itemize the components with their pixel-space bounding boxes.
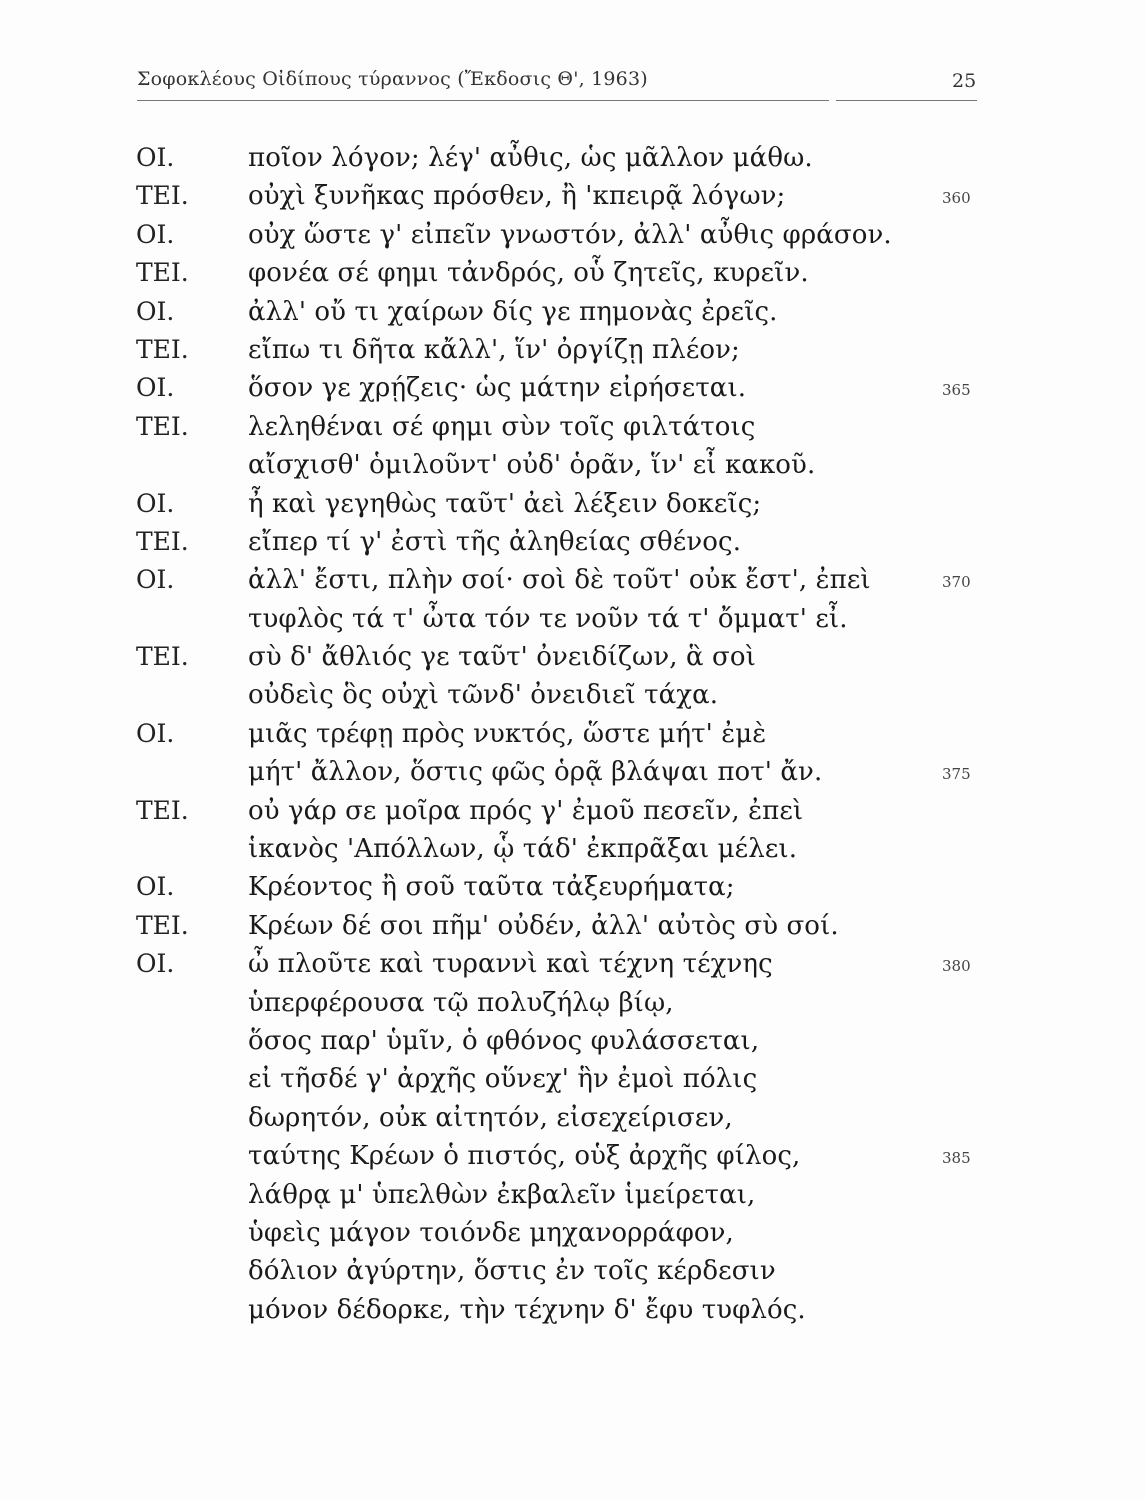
verse-text: σὺ δ' ἄθλιός γε ταῦτ' ὀνειδίζων, ἃ σοὶ [248, 642, 756, 673]
verse-line [0, 565, 1145, 603]
verse-text: τυφλὸς τά τ' ὦτα τόν τε νοῦν τά τ' ὄμματ' εἶ. [248, 603, 848, 634]
verse-line [0, 1180, 1145, 1218]
verse-line [0, 1026, 1145, 1064]
verse-text: μόνον δέδορκε, τὴν τέχνην δ' ἔφυ τυφλός. [248, 1294, 806, 1325]
speaker-label: ΤΕΙ. [136, 181, 189, 211]
verse-line [0, 220, 1145, 258]
verse-line [0, 642, 1145, 680]
verse-text: δωρητόν, οὐκ αἰτητόν, εἰσεχείρισεν, [248, 1102, 733, 1133]
verse-line [0, 1141, 1145, 1179]
verse-text: ποῖον λόγον; λέγ' αὖθις, ὡς μᾶλλον μάθω. [248, 143, 813, 173]
line-number: 385 [942, 1149, 971, 1168]
verse-text: δόλιον ἀγύρτην, ὅστις ἐν τοῖς κέρδεσιν [248, 1256, 776, 1287]
verse-text: οὐχὶ ξυνῆκας πρόσθεν, ἢ 'κπειρᾷ λόγων; [248, 181, 786, 212]
speaker-label: ΟΙ. [136, 949, 175, 979]
speaker-label: ΟΙ. [136, 219, 175, 249]
verse-line [0, 527, 1145, 565]
verse-line [0, 181, 1145, 219]
speaker-label: ΤΕΙ. [136, 910, 189, 940]
verse-text: Κρέοντος ἢ σοῦ ταῦτα τἀξευρήματα; [248, 872, 735, 903]
verse-text: ἦ καὶ γεγηθὼς ταῦτ' ἀεὶ λέξειν δοκεῖς; [248, 488, 762, 519]
verse-line [0, 988, 1145, 1026]
verse-text: οὐδεὶς ὃς οὐχὶ τῶνδ' ὀνειδιεῖ τάχα. [248, 680, 719, 711]
verse-line [0, 297, 1145, 335]
verse-text: οὐ γάρ σε μοῖρα πρός γ' ἐμοῦ πεσεῖν, ἐπεὶ [248, 795, 804, 826]
verse-text: ὅσος παρ' ὑμῖν, ὁ φθόνος φυλάσσεται, [248, 1025, 760, 1056]
verse-line [0, 911, 1145, 949]
verse-text: μιᾶς τρέφῃ πρὸς νυκτός, ὥστε μήτ' ἐμὲ [248, 718, 767, 749]
verse-line [0, 1064, 1145, 1102]
line-number: 360 [942, 189, 971, 208]
verse-text: αἴσχισθ' ὁμιλοῦντ' οὐδ' ὁρᾶν, ἵν' εἶ κακοῦ. [248, 450, 816, 481]
verse-text: οὐχ ὥστε γ' εἰπεῖν γνωστόν, ἀλλ' αὖθις φράσον. [248, 219, 892, 250]
verse-line [0, 373, 1145, 411]
verse-text: εἴπερ τί γ' ἐστὶ τῆς ἀληθείας σθένος. [248, 526, 742, 557]
verse-line [0, 1103, 1145, 1141]
line-number: 365 [942, 381, 971, 400]
verse-line [0, 834, 1145, 872]
speaker-label: ΟΙ. [136, 296, 175, 326]
verse-line [0, 1218, 1145, 1256]
verse-line [0, 450, 1145, 488]
verse-line [0, 872, 1145, 910]
speaker-label: ΤΕΙ. [136, 642, 189, 672]
running-head: Σοφοκλέους Οἰδίπους τύραννος (Ἔκδοσις Θ', 1963) [137, 68, 648, 90]
speaker-label: ΟΙ. [136, 488, 175, 518]
speaker-label: ΟΙ. [136, 565, 175, 595]
verse-line [0, 1295, 1145, 1333]
verse-line [0, 335, 1145, 373]
verse-text: ἀλλ' οὔ τι χαίρων δίς γε πημονὰς ἐρεῖς. [248, 296, 778, 327]
verse-line [0, 757, 1145, 795]
verse-text: ὑφεὶς μάγον τοιόνδε μηχανορράφον, [248, 1217, 734, 1248]
verse-block [0, 143, 1145, 1333]
speaker-label: ΤΕΙ. [136, 334, 189, 364]
verse-text: ταύτης Κρέων ὁ πιστός, οὑξ ἀρχῆς φίλος, [248, 1141, 801, 1172]
speaker-label: ΤΕΙ. [136, 258, 189, 288]
speaker-label: ΟΙ. [136, 872, 175, 902]
line-number: 380 [942, 957, 971, 976]
verse-line [0, 412, 1145, 450]
speaker-label: ΤΕΙ. [136, 411, 189, 441]
verse-line [0, 143, 1145, 181]
verse-text: λάθρᾳ μ' ὑπελθὼν ἐκβαλεῖν ἱμείρεται, [248, 1179, 756, 1210]
verse-text: μήτ' ἄλλον, ὅστις φῶς ὁρᾷ βλάψαι ποτ' ἄν. [248, 757, 823, 788]
verse-text: ὦ πλοῦτε καὶ τυραννὶ καὶ τέχνη τέχνης [248, 949, 773, 980]
line-number: 370 [942, 573, 971, 592]
verse-line [0, 796, 1145, 834]
page-number: 25 [952, 70, 977, 92]
verse-line [0, 949, 1145, 987]
verse-text: εἴπω τι δῆτα κἄλλ', ἵν' ὀργίζῃ πλέον; [248, 334, 740, 365]
line-number: 375 [942, 765, 971, 784]
verse-line [0, 604, 1145, 642]
speaker-label: ΤΕΙ. [136, 795, 189, 825]
verse-text: λεληθέναι σέ φημι σὺν τοῖς φιλτάτοις [248, 411, 756, 442]
header-rule-right [836, 100, 977, 101]
verse-text: Κρέων δέ σοι πῆμ' οὐδέν, ἀλλ' αὐτὸς σὺ σοί. [248, 910, 839, 941]
speaker-label: ΤΕΙ. [136, 526, 189, 556]
speaker-label: ΟΙ. [136, 373, 175, 403]
verse-line [0, 1256, 1145, 1294]
header-rule [137, 100, 829, 101]
speaker-label: ΟΙ. [136, 143, 175, 172]
verse-text: ἱκανὸς 'Απόλλων, ᾧ τάδ' ἐκπρᾶξαι μέλει. [248, 834, 798, 865]
verse-line [0, 719, 1145, 757]
verse-text: εἰ τῆσδέ γ' ἀρχῆς οὕνεχ' ἣν ἐμοὶ πόλις [248, 1064, 758, 1095]
verse-text: ὑπερφέρουσα τῷ πολυζήλῳ βίῳ, [248, 987, 674, 1018]
verse-line [0, 680, 1145, 718]
verse-text: ὅσον γε χρῄζεις· ὡς μάτην εἰρήσεται. [248, 373, 747, 404]
verse-line [0, 489, 1145, 527]
verse-line [0, 258, 1145, 296]
speaker-label: ΟΙ. [136, 718, 175, 748]
verse-text: ἀλλ' ἔστι, πλὴν σοί· σοὶ δὲ τοῦτ' οὐκ ἔστ', ἐπεὶ [248, 565, 871, 596]
verse-text: φονέα σέ φημι τἀνδρός, οὗ ζητεῖς, κυρεῖν. [248, 258, 809, 289]
